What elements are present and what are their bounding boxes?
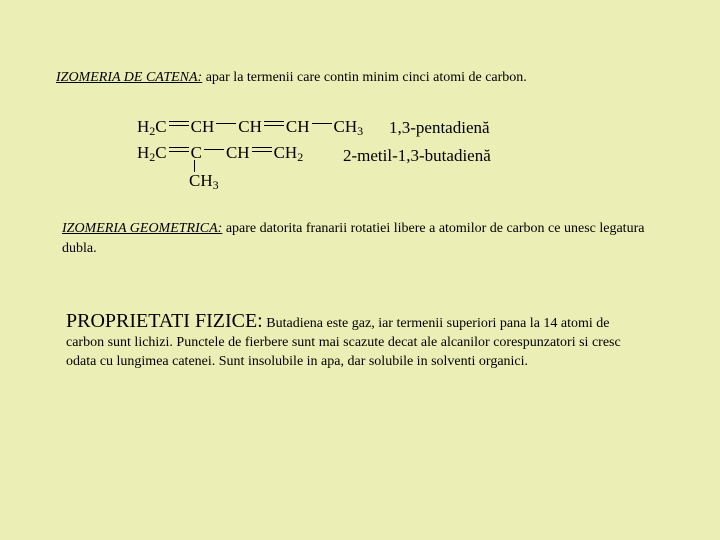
formula-atom: C: [155, 143, 167, 162]
double-bond: [252, 145, 272, 155]
section-izomeria-geometrica: [62, 219, 662, 259]
formula-atom: C: [190, 143, 202, 162]
section-izomeria-catena: [56, 70, 527, 86]
formula-atom: H: [137, 143, 150, 162]
single-bond: [216, 119, 236, 129]
formula-atom: CH: [273, 143, 298, 162]
formula-branch-methyl: [189, 171, 219, 192]
formula-atom: CH: [285, 117, 310, 136]
formula-metilbutadiena: [137, 143, 304, 164]
formula-subscript: 3: [357, 124, 364, 138]
formula-subscript: 2: [149, 150, 156, 164]
single-bond: [312, 119, 332, 129]
formula-atom: H: [137, 117, 150, 136]
formula-atom: CH: [189, 171, 213, 190]
izomeria-catena-heading: IZOMERIA DE CATENA:: [56, 70, 203, 85]
single-bond: [204, 145, 224, 155]
formula-subscript: 2: [297, 150, 304, 164]
formula-atom: CH: [225, 143, 250, 162]
formula-name-metilbutadiena: 2-metil-1,3-butadienă: [343, 146, 491, 165]
formula-name-pentadiena: 1,3-pentadienă: [389, 118, 490, 137]
formula-atom: CH: [333, 117, 358, 136]
proprietati-fizice-text: Butadiena este gaz, iar termenii superiori pana la 14 atomi de carbon sunt lichizi. Punctele de fierbere sunt mai scazute decat ale alcanilor corespunzatori si cresc odata cu lungimea catenei. Sunt insolubile in apa, dar solubile in solventi organici.: [66, 316, 621, 369]
izomeria-geometrica-heading: IZOMERIA GEOMETRICA:: [62, 221, 223, 236]
formula-atom: CH: [238, 117, 262, 136]
formula-atom: CH: [190, 117, 215, 136]
proprietati-fizice-heading: PROPRIETATI FIZICE:: [66, 310, 263, 332]
izomeria-catena-text: apar la termenii care contin minim cinci atomi de carbon.: [202, 70, 527, 85]
double-bond: [169, 145, 189, 155]
formula-subscript: 2: [149, 124, 156, 138]
formula-subscript: 3: [212, 178, 219, 192]
formula-atom: C: [155, 117, 167, 136]
formula-pentadiena: [137, 117, 364, 138]
section-proprietati-fizice: [66, 312, 646, 371]
double-bond: [169, 119, 189, 129]
izomeria-geometrica-text: apare datorita franarii rotatiei libere a atomilor de carbon ce unesc legatura dubla.: [62, 221, 645, 256]
double-bond: [264, 119, 284, 129]
